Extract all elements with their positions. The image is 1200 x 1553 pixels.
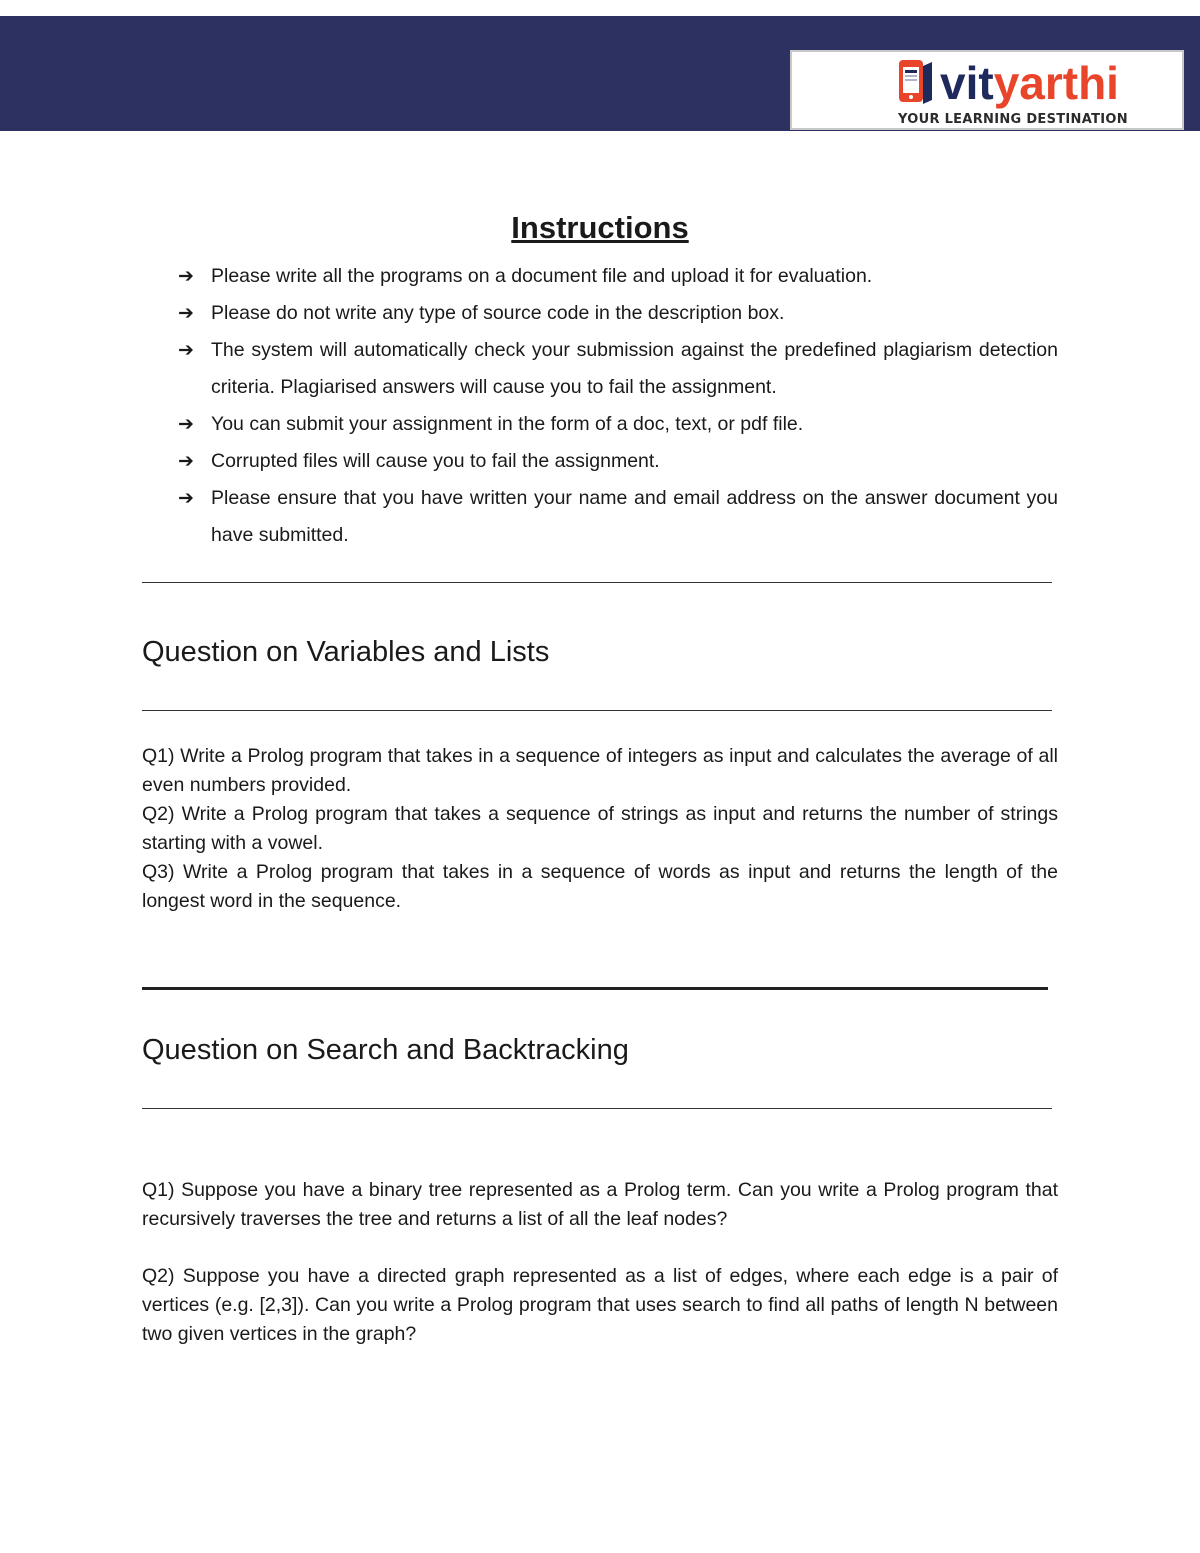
arrow-icon: ➔ bbox=[178, 340, 194, 361]
header-band bbox=[0, 16, 1200, 131]
instructions-title: Instructions bbox=[511, 210, 689, 245]
divider bbox=[142, 582, 1052, 583]
arrow-icon: ➔ bbox=[178, 451, 194, 472]
instruction-item bbox=[178, 295, 1058, 332]
divider bbox=[142, 1108, 1052, 1109]
instruction-item bbox=[178, 443, 1058, 480]
instruction-item bbox=[178, 258, 1058, 295]
instruction-text: Please do not write any type of source code in the description box. bbox=[211, 302, 785, 324]
logo-word-yarthi: yarthi bbox=[993, 57, 1119, 109]
section2-questions bbox=[142, 1176, 1058, 1349]
question-item: Q3) Write a Prolog program that takes in a sequence of words as input and returns the length of the longest word in the sequence. bbox=[142, 861, 1058, 912]
arrow-icon: ➔ bbox=[178, 488, 194, 509]
phone-book-icon bbox=[896, 58, 936, 108]
divider bbox=[142, 710, 1052, 711]
arrow-icon: ➔ bbox=[178, 303, 194, 324]
instruction-text: The system will automatically check your submission against the predefined plagiarism detection criteria. Plagiarised answers will cause you to fail the assignment. bbox=[211, 339, 1058, 398]
question-item: Q1) Write a Prolog program that takes in a sequence of integers as input and calculates the average of all even numbers provided. bbox=[142, 745, 1058, 796]
vityarthi-logo bbox=[790, 50, 1184, 130]
section1-questions bbox=[142, 742, 1058, 916]
logo-wordmark bbox=[940, 57, 1119, 109]
instruction-text: Please write all the programs on a document file and upload it for evaluation. bbox=[211, 265, 873, 287]
instruction-item bbox=[178, 406, 1058, 443]
instruction-text: Corrupted files will cause you to fail the assignment. bbox=[211, 450, 660, 472]
section-title-variables-lists: Question on Variables and Lists bbox=[142, 636, 550, 668]
instructions-list bbox=[178, 258, 1058, 554]
section-title-search-backtracking: Question on Search and Backtracking bbox=[142, 1034, 629, 1066]
divider-thick bbox=[142, 987, 1048, 990]
arrow-icon: ➔ bbox=[178, 414, 194, 435]
question-item: Q1) Suppose you have a binary tree represented as a Prolog term. Can you write a Prolog program that recursively traverses the tree and returns a list of all the leaf nodes? bbox=[142, 1179, 1058, 1230]
instruction-text: Please ensure that you have written your name and email address on the answer document you have submitted. bbox=[211, 487, 1058, 546]
instruction-item bbox=[178, 480, 1058, 554]
arrow-icon: ➔ bbox=[178, 266, 194, 287]
logo-word-vit: vit bbox=[940, 57, 994, 109]
question-item: Q2) Suppose you have a directed graph represented as a list of edges, where each edge is a pair of vertices (e.g. [2,3]). Can you write a Prolog program that uses search to find all paths of length N between two given vertices in the graph? bbox=[142, 1265, 1058, 1345]
instruction-text: You can submit your assignment in the form of a doc, text, or pdf file. bbox=[211, 413, 804, 435]
logo-tagline: YOUR LEARNING DESTINATION bbox=[898, 112, 1128, 127]
question-item: Q2) Write a Prolog program that takes a sequence of strings as input and returns the number of strings starting with a vowel. bbox=[142, 803, 1058, 854]
instruction-item bbox=[178, 332, 1058, 406]
